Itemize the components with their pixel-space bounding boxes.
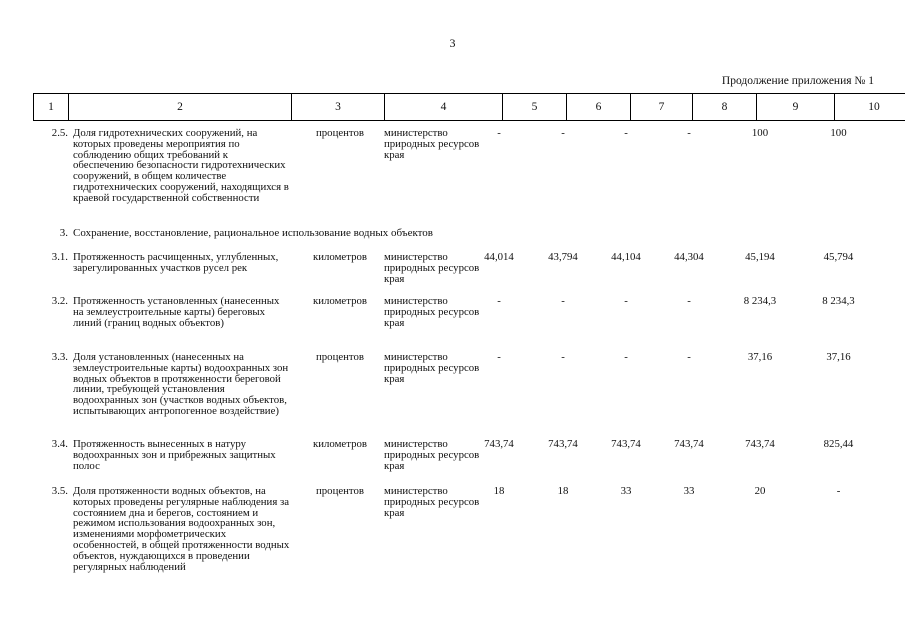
row-responsible: министерство природных ресурсов края xyxy=(384,351,480,385)
row-value-5: 18 xyxy=(493,485,505,497)
header-row xyxy=(34,94,905,121)
header-col-10: 10 xyxy=(835,94,905,121)
row-value-5: 44,014 xyxy=(484,251,514,263)
row-value-5: - xyxy=(497,351,501,363)
header-col-7: 7 xyxy=(631,94,693,121)
row-value-7: 44,104 xyxy=(611,251,641,263)
row-unit: процентов xyxy=(316,351,364,363)
row-number: 3.1. xyxy=(51,251,68,263)
row-responsible: министерство природных ресурсов края xyxy=(384,438,480,472)
row-value-7: 33 xyxy=(620,485,632,497)
header-col-3: 3 xyxy=(292,94,385,121)
row-name: Протяженность расчищенных, углубленных, зарегулированных участков русел рек xyxy=(73,251,279,274)
row-value-6: 43,794 xyxy=(548,251,578,263)
row-number: 2.5. xyxy=(51,127,68,139)
row-value-10: 100 xyxy=(830,127,847,139)
row-value-8: - xyxy=(687,127,691,139)
header-col-9: 9 xyxy=(757,94,835,121)
row-value-9: 45,194 xyxy=(745,251,775,263)
row-number: 3.4. xyxy=(51,438,68,450)
row-value-6: - xyxy=(561,351,565,363)
section-title: Сохранение, восстановление, рациональное использование водных объектов xyxy=(73,227,434,239)
row-name: Доля гидротехнических сооружений, на которых проведены мероприятия по соблюдению общих требований к обеспечению безопасности гидротехнических сооружений, в общем количестве гидротехнических сооружений, находящихся в краевой государственной собственности xyxy=(73,127,289,204)
row-responsible: министерство природных ресурсов края xyxy=(384,485,480,519)
page-number: 3 xyxy=(449,36,456,50)
header-col-2: 2 xyxy=(69,94,292,121)
row-value-5: 743,74 xyxy=(484,438,514,450)
row-value-6: 743,74 xyxy=(548,438,578,450)
row-value-8: 44,304 xyxy=(674,251,704,263)
header-col-8: 8 xyxy=(693,94,757,121)
row-value-10: - xyxy=(836,485,841,497)
row-value-8: 33 xyxy=(683,485,695,497)
header-col-6: 6 xyxy=(567,94,631,121)
row-value-9: 20 xyxy=(754,485,766,497)
row-responsible: министерство природных ресурсов края xyxy=(384,251,480,285)
row-value-9: 100 xyxy=(751,127,769,139)
row-value-6: - xyxy=(561,127,565,139)
row-value-10: 45,794 xyxy=(823,251,854,263)
header-col-4: 4 xyxy=(385,94,503,121)
row-value-7: - xyxy=(624,295,628,307)
continuation-label: Продолжение приложения № 1 xyxy=(721,75,874,87)
row-number: 3.3. xyxy=(51,351,68,363)
row-value-7: - xyxy=(624,127,628,139)
row-name: Доля протяженности водных объектов, на которых проведены регулярные наблюдения за состоянием дна и берегов, состоянием и режимом использования водоохранных зон, изменениями морфометрических особенностей, в общей протяженности водных объектов, нуждающихся в проведении регулярных наблюдений xyxy=(73,485,290,573)
row-number: 3.2. xyxy=(51,295,68,307)
row-value-8: 743,74 xyxy=(674,438,704,450)
row-unit: километров xyxy=(313,295,367,307)
row-unit: процентов xyxy=(316,127,364,139)
row-value-9: 37,16 xyxy=(747,351,773,363)
row-unit: километров xyxy=(313,251,367,263)
row-unit: километров xyxy=(313,438,367,450)
row-value-10: 825,44 xyxy=(823,438,854,450)
header-col-5: 5 xyxy=(503,94,567,121)
row-value-5: - xyxy=(497,295,501,307)
row-name: Протяженность вынесенных в натуру водоохранных зон и прибрежных защитных полос xyxy=(73,438,276,472)
row-value-7: - xyxy=(624,351,628,363)
header-col-1: 1 xyxy=(34,94,69,121)
row-value-5: - xyxy=(497,127,501,139)
row-value-8: - xyxy=(687,351,691,363)
section-number: 3. xyxy=(59,227,68,239)
row-value-10: 8 234,3 xyxy=(822,295,855,307)
row-value-8: - xyxy=(687,295,691,307)
row-unit: процентов xyxy=(316,485,364,497)
row-value-6: 18 xyxy=(557,485,569,497)
row-responsible: министерство природных ресурсов края xyxy=(384,127,480,161)
row-number: 3.5. xyxy=(51,485,68,497)
row-value-9: 8 234,3 xyxy=(743,295,777,307)
row-value-9: 743,74 xyxy=(745,438,775,450)
row-value-10: 37,16 xyxy=(826,351,851,363)
row-name: Доля установленных (нанесенных на землеустроительные карты) водоохранных зон водных объектов в протяженности береговой линии, требующей установления водоохранных зон (участков водных объектов, испытывающих антропогенное воздействие) xyxy=(73,351,289,417)
row-value-6: - xyxy=(561,295,565,307)
header-table xyxy=(33,93,905,121)
row-value-7: 743,74 xyxy=(611,438,641,450)
row-responsible: министерство природных ресурсов края xyxy=(384,295,480,329)
row-name: Протяженность установленных (нанесенных на землеустроительные карты) береговых линий (границ водных объектов) xyxy=(73,295,280,329)
